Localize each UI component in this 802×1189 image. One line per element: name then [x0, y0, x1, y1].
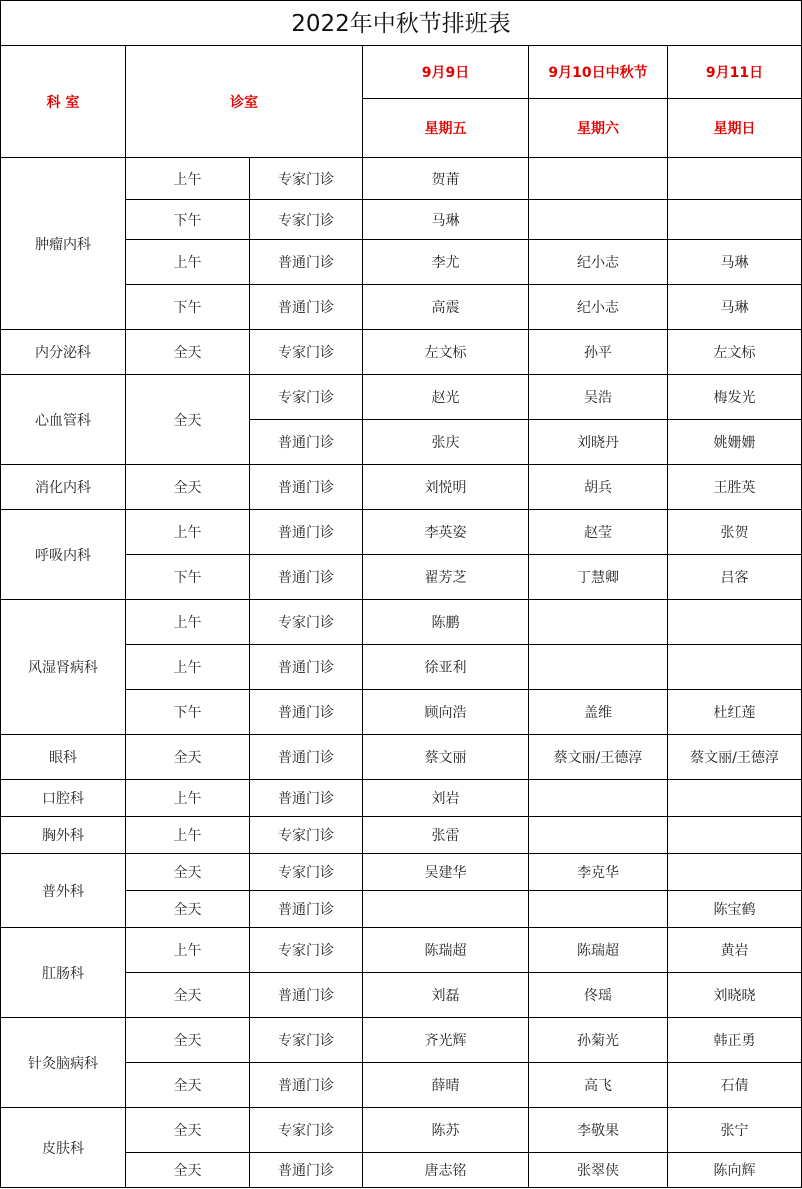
doctor-cell: 李尤 [363, 240, 529, 285]
schedule-table [0, 45, 802, 1188]
doctor-cell: 陈苏 [363, 1108, 529, 1153]
period-cell: 全天 [126, 854, 250, 891]
period-cell: 全天 [126, 1108, 250, 1153]
doctor-cell: 王胜英 [668, 465, 802, 510]
dept-cell: 皮肤科 [1, 1108, 126, 1188]
doctor-cell: 赵光 [363, 375, 529, 420]
header-weekday-2: 星期六 [529, 99, 668, 158]
doctor-cell: 韩正勇 [668, 1018, 802, 1063]
doctor-cell: 高飞 [529, 1063, 668, 1108]
clinic-cell: 普通门诊 [250, 240, 363, 285]
clinic-cell: 专家门诊 [250, 375, 363, 420]
period-cell: 上午 [126, 780, 250, 817]
doctor-cell: 赵莹 [529, 510, 668, 555]
clinic-cell: 专家门诊 [250, 1018, 363, 1063]
doctor-cell: 刘岩 [363, 780, 529, 817]
doctor-cell: 石倩 [668, 1063, 802, 1108]
clinic-cell: 普通门诊 [250, 510, 363, 555]
period-cell: 下午 [126, 690, 250, 735]
doctor-cell: 吴建华 [363, 854, 529, 891]
dept-cell: 口腔科 [1, 780, 126, 817]
doctor-cell: 黄岩 [668, 928, 802, 973]
doctor-cell: 吴浩 [529, 375, 668, 420]
clinic-cell: 专家门诊 [250, 1108, 363, 1153]
header-dept: 科 室 [1, 46, 126, 158]
table-row [1, 600, 802, 645]
doctor-cell: 李克华 [529, 854, 668, 891]
doctor-cell: 刘悦明 [363, 465, 529, 510]
period-cell: 上午 [126, 600, 250, 645]
doctor-cell: 左文标 [363, 330, 529, 375]
doctor-cell: 孙菊光 [529, 1018, 668, 1063]
doctor-cell: 蔡文丽/王德淳 [529, 735, 668, 780]
table-row [1, 928, 802, 973]
clinic-cell: 普通门诊 [250, 420, 363, 465]
doctor-cell [529, 891, 668, 928]
schedule-title: 2022年中秋节排班表 [0, 0, 802, 46]
doctor-cell: 唐志铭 [363, 1153, 529, 1188]
clinic-cell: 普通门诊 [250, 1063, 363, 1108]
clinic-cell: 普通门诊 [250, 555, 363, 600]
period-cell: 全天 [126, 891, 250, 928]
doctor-cell [668, 854, 802, 891]
period-cell: 全天 [126, 973, 250, 1018]
clinic-cell: 专家门诊 [250, 200, 363, 240]
doctor-cell: 马琳 [668, 285, 802, 330]
dept-cell: 风湿肾病科 [1, 600, 126, 735]
doctor-cell: 蔡文丽 [363, 735, 529, 780]
doctor-cell: 徐亚利 [363, 645, 529, 690]
doctor-cell [529, 645, 668, 690]
doctor-cell: 陈瑞超 [363, 928, 529, 973]
period-cell: 全天 [126, 1018, 250, 1063]
period-cell: 全天 [126, 1063, 250, 1108]
period-cell: 下午 [126, 200, 250, 240]
dept-cell: 内分泌科 [1, 330, 126, 375]
dept-cell: 胸外科 [1, 817, 126, 854]
clinic-cell: 专家门诊 [250, 330, 363, 375]
doctor-cell: 翟芳芝 [363, 555, 529, 600]
doctor-cell: 马琳 [668, 240, 802, 285]
doctor-cell: 蔡文丽/王德淳 [668, 735, 802, 780]
doctor-cell [529, 780, 668, 817]
doctor-cell [529, 200, 668, 240]
header-date-3: 9月11日 [668, 46, 802, 99]
doctor-cell: 陈瑞超 [529, 928, 668, 973]
doctor-cell: 杜红莲 [668, 690, 802, 735]
doctor-cell: 孙平 [529, 330, 668, 375]
period-cell: 下午 [126, 285, 250, 330]
doctor-cell [668, 600, 802, 645]
doctor-cell: 张宁 [668, 1108, 802, 1153]
period-cell: 全天 [126, 465, 250, 510]
period-cell: 全天 [126, 375, 250, 465]
dept-cell: 肛肠科 [1, 928, 126, 1018]
period-cell: 上午 [126, 645, 250, 690]
doctor-cell: 刘晓晓 [668, 973, 802, 1018]
table-row [1, 465, 802, 510]
clinic-cell: 专家门诊 [250, 600, 363, 645]
header-weekday-3: 星期日 [668, 99, 802, 158]
clinic-cell: 普通门诊 [250, 645, 363, 690]
clinic-cell: 专家门诊 [250, 158, 363, 200]
clinic-cell: 普通门诊 [250, 285, 363, 330]
period-cell: 上午 [126, 928, 250, 973]
header-date-2: 9月10日中秋节 [529, 46, 668, 99]
doctor-cell: 刘磊 [363, 973, 529, 1018]
doctor-cell: 胡兵 [529, 465, 668, 510]
table-row [1, 735, 802, 780]
clinic-cell: 普通门诊 [250, 780, 363, 817]
clinic-cell: 普通门诊 [250, 735, 363, 780]
doctor-cell: 张贺 [668, 510, 802, 555]
doctor-cell: 李英姿 [363, 510, 529, 555]
period-cell: 上午 [126, 510, 250, 555]
table-row [1, 330, 802, 375]
period-cell: 全天 [126, 735, 250, 780]
header-weekday-1: 星期五 [363, 99, 529, 158]
doctor-cell: 佟瑶 [529, 973, 668, 1018]
period-cell: 下午 [126, 555, 250, 600]
dept-cell: 肿瘤内科 [1, 158, 126, 330]
doctor-cell: 高震 [363, 285, 529, 330]
doctor-cell [529, 817, 668, 854]
doctor-cell: 李敬果 [529, 1108, 668, 1153]
doctor-cell: 刘晓丹 [529, 420, 668, 465]
period-cell: 上午 [126, 817, 250, 854]
doctor-cell: 薛晴 [363, 1063, 529, 1108]
table-row [1, 854, 802, 891]
doctor-cell: 张庆 [363, 420, 529, 465]
table-row [1, 510, 802, 555]
doctor-cell: 姚姗姗 [668, 420, 802, 465]
doctor-cell: 齐光辉 [363, 1018, 529, 1063]
doctor-cell [668, 158, 802, 200]
clinic-cell: 普通门诊 [250, 1153, 363, 1188]
doctor-cell: 盖维 [529, 690, 668, 735]
header-date-1: 9月9日 [363, 46, 529, 99]
doctor-cell: 贺莆 [363, 158, 529, 200]
dept-cell: 眼科 [1, 735, 126, 780]
clinic-cell: 专家门诊 [250, 817, 363, 854]
doctor-cell [668, 645, 802, 690]
table-row [1, 1018, 802, 1063]
doctor-cell: 左文标 [668, 330, 802, 375]
clinic-cell: 普通门诊 [250, 973, 363, 1018]
doctor-cell: 陈向辉 [668, 1153, 802, 1188]
doctor-cell: 梅发光 [668, 375, 802, 420]
clinic-cell: 普通门诊 [250, 465, 363, 510]
doctor-cell: 纪小志 [529, 285, 668, 330]
period-cell: 全天 [126, 1153, 250, 1188]
doctor-cell: 吕客 [668, 555, 802, 600]
period-cell: 上午 [126, 240, 250, 285]
dept-cell: 呼吸内科 [1, 510, 126, 600]
doctor-cell [529, 600, 668, 645]
period-cell: 全天 [126, 330, 250, 375]
doctor-cell: 陈鹏 [363, 600, 529, 645]
clinic-cell: 专家门诊 [250, 928, 363, 973]
doctor-cell: 张雷 [363, 817, 529, 854]
table-row [1, 817, 802, 854]
clinic-cell: 普通门诊 [250, 690, 363, 735]
doctor-cell: 顾向浩 [363, 690, 529, 735]
doctor-cell: 陈宝鹤 [668, 891, 802, 928]
dept-cell: 消化内科 [1, 465, 126, 510]
doctor-cell [668, 200, 802, 240]
table-row [1, 1108, 802, 1153]
table-row [1, 780, 802, 817]
header-room: 诊室 [126, 46, 363, 158]
period-cell: 上午 [126, 158, 250, 200]
clinic-cell: 专家门诊 [250, 854, 363, 891]
doctor-cell: 丁慧卿 [529, 555, 668, 600]
doctor-cell [668, 817, 802, 854]
table-row [1, 375, 802, 420]
dept-cell: 普外科 [1, 854, 126, 928]
doctor-cell: 纪小志 [529, 240, 668, 285]
dept-cell: 针灸脑病科 [1, 1018, 126, 1108]
table-row [1, 158, 802, 200]
clinic-cell: 普通门诊 [250, 891, 363, 928]
dept-cell: 心血管科 [1, 375, 126, 465]
doctor-cell [363, 891, 529, 928]
doctor-cell [668, 780, 802, 817]
doctor-cell [529, 158, 668, 200]
doctor-cell: 张翠侠 [529, 1153, 668, 1188]
doctor-cell: 马琳 [363, 200, 529, 240]
